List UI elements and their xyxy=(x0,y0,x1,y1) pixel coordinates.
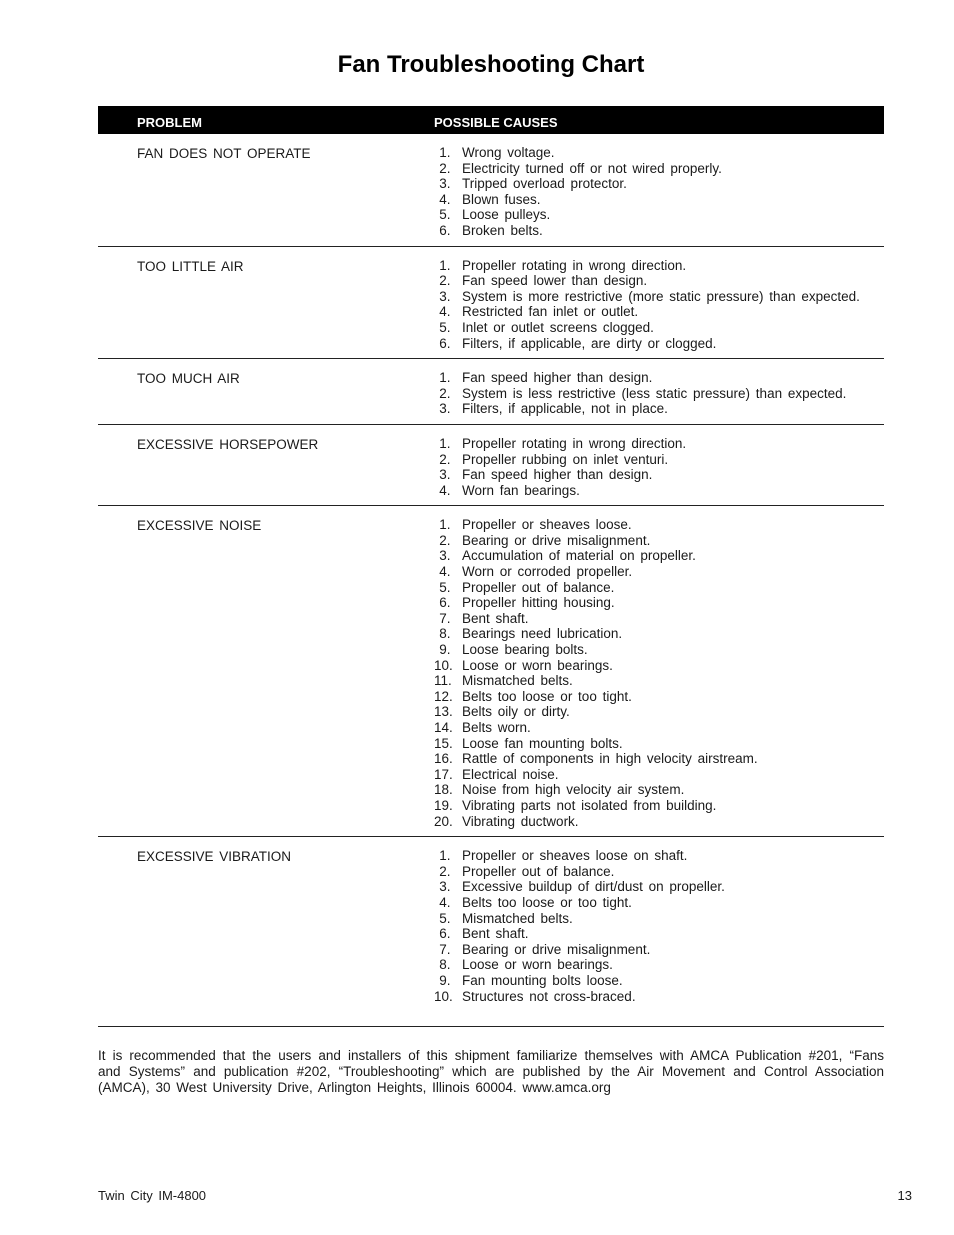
cause-item xyxy=(434,176,884,192)
cause-text: Propeller out of balance. xyxy=(462,863,615,879)
cause-number: 4. xyxy=(439,191,462,207)
cause-text: Structures not cross-braced. xyxy=(462,988,636,1004)
cause-text: Belts oily or dirty. xyxy=(462,704,570,720)
table-row xyxy=(98,837,884,1027)
cause-number: 3. xyxy=(439,288,462,304)
cause-text: Propeller rotating in wrong direction. xyxy=(462,257,687,273)
cause-number: 9. xyxy=(439,642,462,658)
cause-item xyxy=(434,401,884,417)
cause-number: 1. xyxy=(439,370,462,386)
cause-text: Propeller or sheaves loose. xyxy=(462,517,632,533)
cause-text: Accumulation of material on propeller. xyxy=(462,548,696,564)
cause-item xyxy=(434,973,884,989)
problem-label: TOO MUCH AIR xyxy=(137,371,240,387)
cause-text: Belts too loose or too tight. xyxy=(462,688,632,704)
cause-number: 2. xyxy=(439,532,462,548)
cause-item xyxy=(434,533,884,549)
cause-item xyxy=(434,942,884,958)
cause-text: Loose or worn bearings. xyxy=(462,657,613,673)
cause-text: Mismatched belts. xyxy=(462,910,573,926)
causes-list xyxy=(434,425,884,505)
cause-number: 1. xyxy=(439,517,462,533)
cause-number: 1. xyxy=(439,435,462,451)
cause-text: Bearing or drive misalignment. xyxy=(462,941,651,957)
cause-number: 9. xyxy=(439,972,462,988)
cause-item xyxy=(434,720,884,736)
cause-number: 6. xyxy=(439,595,462,611)
cause-item xyxy=(434,798,884,814)
cause-item xyxy=(434,595,884,611)
cause-text: Loose bearing bolts. xyxy=(462,642,588,658)
cause-text: Fan speed lower than design. xyxy=(462,273,648,289)
cause-number: 10. xyxy=(434,657,465,673)
causes-list xyxy=(434,506,884,836)
cause-number: 8. xyxy=(439,626,462,642)
problem-label: EXCESSIVE NOISE xyxy=(137,518,262,534)
cause-text: Propeller hitting housing. xyxy=(462,595,615,611)
cause-number: 3. xyxy=(439,467,462,483)
cause-item xyxy=(434,467,884,483)
cause-item xyxy=(434,658,884,674)
cause-text: Tripped overload protector. xyxy=(462,176,627,192)
cause-text: Propeller out of balance. xyxy=(462,579,615,595)
cause-text: Noise from high velocity air system. xyxy=(462,782,685,798)
cause-text: Fan speed higher than design. xyxy=(462,467,653,483)
cause-number: 2. xyxy=(439,863,462,879)
cause-text: Fan speed higher than design. xyxy=(462,370,653,386)
cause-number: 15. xyxy=(434,735,465,751)
cause-text: Mismatched belts. xyxy=(462,673,573,689)
cause-number: 20. xyxy=(434,813,465,829)
cause-text: System is more restrictive (more static pressure) than expected. xyxy=(462,288,860,304)
cause-item xyxy=(434,704,884,720)
cause-item xyxy=(434,161,884,177)
cause-number: 4. xyxy=(439,564,462,580)
cause-number: 1. xyxy=(439,257,462,273)
cause-number: 2. xyxy=(439,385,462,401)
cause-number: 18. xyxy=(434,782,465,798)
cause-item xyxy=(434,192,884,208)
cause-number: 5. xyxy=(439,910,462,926)
cause-text: Electricity turned off or not wired properly. xyxy=(462,160,722,176)
causes-list xyxy=(434,837,884,1026)
cause-item xyxy=(434,895,884,911)
cause-number: 1. xyxy=(439,145,462,160)
table-row xyxy=(98,359,884,425)
cause-text: Fan mounting bolts loose. xyxy=(462,972,623,988)
cause-number: 6. xyxy=(439,926,462,942)
header-possible-causes: POSSIBLE CAUSES xyxy=(434,115,558,130)
cause-number: 11. xyxy=(434,673,464,689)
cause-text: Vibrating ductwork. xyxy=(462,813,579,829)
cause-item xyxy=(434,564,884,580)
cause-item xyxy=(434,926,884,942)
cause-number: 3. xyxy=(439,548,462,564)
cause-item xyxy=(434,611,884,627)
cause-text: Bearing or drive misalignment. xyxy=(462,532,651,548)
cause-text: Vibrating parts not isolated from building. xyxy=(462,797,717,813)
problem-label: EXCESSIVE HORSEPOWER xyxy=(137,436,319,452)
cause-text: Propeller or sheaves loose on shaft. xyxy=(462,848,688,864)
cause-item xyxy=(434,782,884,798)
cause-item xyxy=(434,689,884,705)
cause-item xyxy=(434,864,884,880)
cause-text: Broken belts. xyxy=(462,222,543,238)
cause-item xyxy=(434,273,884,289)
footer-document-id: Twin City IM-4800 xyxy=(98,1188,207,1203)
cause-number: 4. xyxy=(439,482,462,498)
cause-text: Bent shaft. xyxy=(462,610,529,626)
cause-item xyxy=(434,751,884,767)
cause-item xyxy=(434,289,884,305)
cause-number: 5. xyxy=(439,207,462,223)
cause-item xyxy=(434,370,884,386)
cause-text: Loose fan mounting bolts. xyxy=(462,735,623,751)
cause-item xyxy=(434,814,884,830)
cause-number: 10. xyxy=(434,988,465,1004)
cause-text: Loose pulleys. xyxy=(462,207,551,223)
cause-item xyxy=(434,320,884,336)
table-row xyxy=(98,134,884,247)
cause-number: 2. xyxy=(439,160,462,176)
cause-number: 8. xyxy=(439,957,462,973)
cause-number: 2. xyxy=(439,451,462,467)
cause-text: Electrical noise. xyxy=(462,766,559,782)
cause-text: Excessive buildup of dirt/dust on propeller. xyxy=(462,879,725,895)
cause-item xyxy=(434,386,884,402)
cause-item xyxy=(434,626,884,642)
cause-text: Bent shaft. xyxy=(462,926,529,942)
cause-item xyxy=(434,223,884,239)
cause-number: 3. xyxy=(439,176,462,192)
cause-item xyxy=(434,848,884,864)
cause-text: System is less restrictive (less static pressure) than expected. xyxy=(462,385,847,401)
cause-text: Propeller rubbing on inlet venturi. xyxy=(462,451,669,467)
cause-item xyxy=(434,879,884,895)
cause-number: 13. xyxy=(434,704,465,720)
cause-item xyxy=(434,336,884,352)
page-title: Fan Troubleshooting Chart xyxy=(337,51,645,78)
cause-number: 2. xyxy=(439,273,462,289)
troubleshooting-table xyxy=(98,106,884,1027)
cause-item xyxy=(434,483,884,499)
cause-item xyxy=(434,580,884,596)
cause-text: Wrong voltage. xyxy=(462,145,555,160)
footer-page-number: 13 xyxy=(897,1188,912,1203)
cause-text: Propeller rotating in wrong direction. xyxy=(462,435,687,451)
table-row xyxy=(98,506,884,837)
problem-label: TOO LITTLE AIR xyxy=(137,258,244,274)
cause-text: Belts too loose or too tight. xyxy=(462,894,632,910)
cause-text: Belts worn. xyxy=(462,720,531,735)
cause-number: 12. xyxy=(434,688,465,704)
cause-item xyxy=(434,517,884,533)
cause-item xyxy=(434,145,884,161)
cause-item xyxy=(434,989,884,1005)
problem-label: FAN DOES NOT OPERATE xyxy=(137,146,311,161)
cause-text: Blown fuses. xyxy=(462,191,541,207)
table-row xyxy=(98,247,884,360)
cause-item xyxy=(434,736,884,752)
causes-list xyxy=(434,359,884,424)
cause-text: Worn or corroded propeller. xyxy=(462,564,633,580)
cause-item xyxy=(434,957,884,973)
cause-number: 6. xyxy=(439,222,462,238)
cause-text: Bearings need lubrication. xyxy=(462,626,623,642)
cause-number: 19. xyxy=(434,797,465,813)
causes-list xyxy=(434,134,884,246)
cause-number: 4. xyxy=(439,894,462,910)
cause-item xyxy=(434,673,884,689)
cause-number: 7. xyxy=(439,610,462,626)
table-row xyxy=(98,425,884,506)
header-problem: PROBLEM xyxy=(137,115,202,130)
cause-item xyxy=(434,548,884,564)
cause-text: Filters, if applicable, are dirty or clogged. xyxy=(462,335,717,351)
cause-item xyxy=(434,304,884,320)
cause-item xyxy=(434,767,884,783)
cause-number: 7. xyxy=(439,941,462,957)
cause-number: 1. xyxy=(439,848,462,864)
footnote: It is recommended that the users and installers of this shipment familiarize themselves with AMCA Publication #201, “Fans and Systems” and publication #202, “Troubleshooting” which are published by the Air Movement and Control Association (AMCA), 30 West University Drive, Arlington Heights, Illinois 60004. www.amca.org xyxy=(98,1048,884,1095)
cause-text: Restricted fan inlet or outlet. xyxy=(462,304,639,320)
causes-list xyxy=(434,247,884,359)
cause-item xyxy=(434,452,884,468)
cause-item xyxy=(434,911,884,927)
cause-item xyxy=(434,207,884,223)
cause-number: 3. xyxy=(439,879,462,895)
cause-number: 5. xyxy=(439,579,462,595)
cause-number: 3. xyxy=(439,401,462,417)
cause-number: 14. xyxy=(434,720,465,735)
cause-number: 5. xyxy=(439,319,462,335)
cause-text: Inlet or outlet screens clogged. xyxy=(462,319,654,335)
cause-number: 6. xyxy=(439,335,462,351)
cause-item xyxy=(434,258,884,274)
table-body xyxy=(98,134,884,1027)
cause-item xyxy=(434,436,884,452)
cause-text: Loose or worn bearings. xyxy=(462,957,613,973)
cause-item xyxy=(434,642,884,658)
cause-number: 17. xyxy=(434,766,465,782)
cause-text: Rattle of components in high velocity airstream. xyxy=(462,751,758,767)
table-header xyxy=(98,106,884,134)
cause-text: Worn fan bearings. xyxy=(462,482,580,498)
cause-number: 16. xyxy=(434,751,465,767)
cause-text: Filters, if applicable, not in place. xyxy=(462,401,668,417)
cause-number: 4. xyxy=(439,304,462,320)
problem-label: EXCESSIVE VIBRATION xyxy=(137,849,292,865)
